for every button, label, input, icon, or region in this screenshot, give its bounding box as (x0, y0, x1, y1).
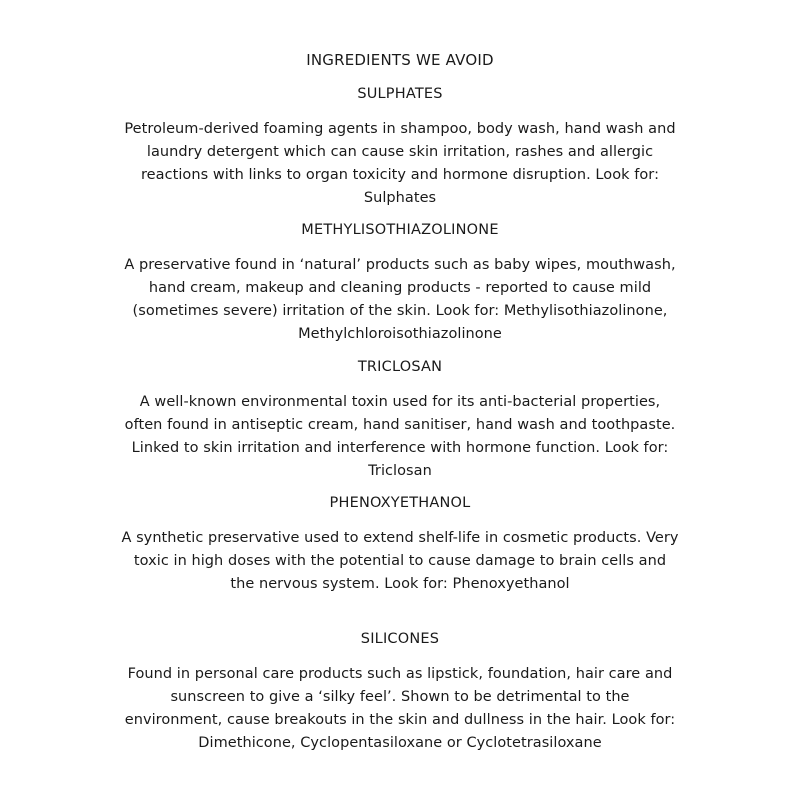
section-heading: METHYLISOTHIAZOLINONE (301, 222, 499, 238)
section-heading: SULPHATES (357, 86, 443, 102)
section-sulphates (0, 84, 800, 210)
section-methylisothiazolinone (0, 220, 800, 346)
section-body: Petroleum-derived foaming agents in shampoo, body wash, hand wash and laundry detergent which can cause skin irritation, rashes and allergic reactions with links to organ toxicity and hormone disruption. Look for: Sulphates (124, 121, 676, 206)
section-heading: SILICONES (360, 631, 440, 647)
section-body: A well-known environmental toxin used for its anti-bacterial properties, often found in antiseptic cream, hand sanitiser, hand wash and toothpaste. Linked to skin irritation and interference with hormone function. Look for: Triclosan (124, 394, 676, 479)
section-body: A synthetic preservative used to extend shelf-life in cosmetic products. Very toxic in high doses with the potential to cause damage to brain cells and the nervous system. Look for: Phenoxyethanol (121, 530, 679, 592)
section-silicones (0, 629, 800, 755)
section-heading: TRICLOSAN (357, 359, 443, 375)
section-body: Found in personal care products such as lipstick, foundation, hair care and sunscreen to give a ‘silky feel’. Shown to be detrimental to the environment, cause breakouts in the skin and dullness in the hair. Look for: Dimethicone, Cyclopentasiloxane or Cyclotetrasiloxane (124, 666, 676, 751)
section-body: A preservative found in ‘natural’ products such as baby wipes, mouthwash, hand cream, makeup and cleaning products - reported to cause mild (sometimes severe) irritation of the skin. Look for: Methylisothiazolinone, Methylchloroisothiazolinone (124, 257, 676, 342)
section-phenoxyethanol (0, 493, 800, 596)
section-triclosan (0, 357, 800, 483)
page-title: INGREDIENTS WE AVOID (306, 51, 494, 69)
section-heading: PHENOXYETHANOL (329, 495, 471, 511)
